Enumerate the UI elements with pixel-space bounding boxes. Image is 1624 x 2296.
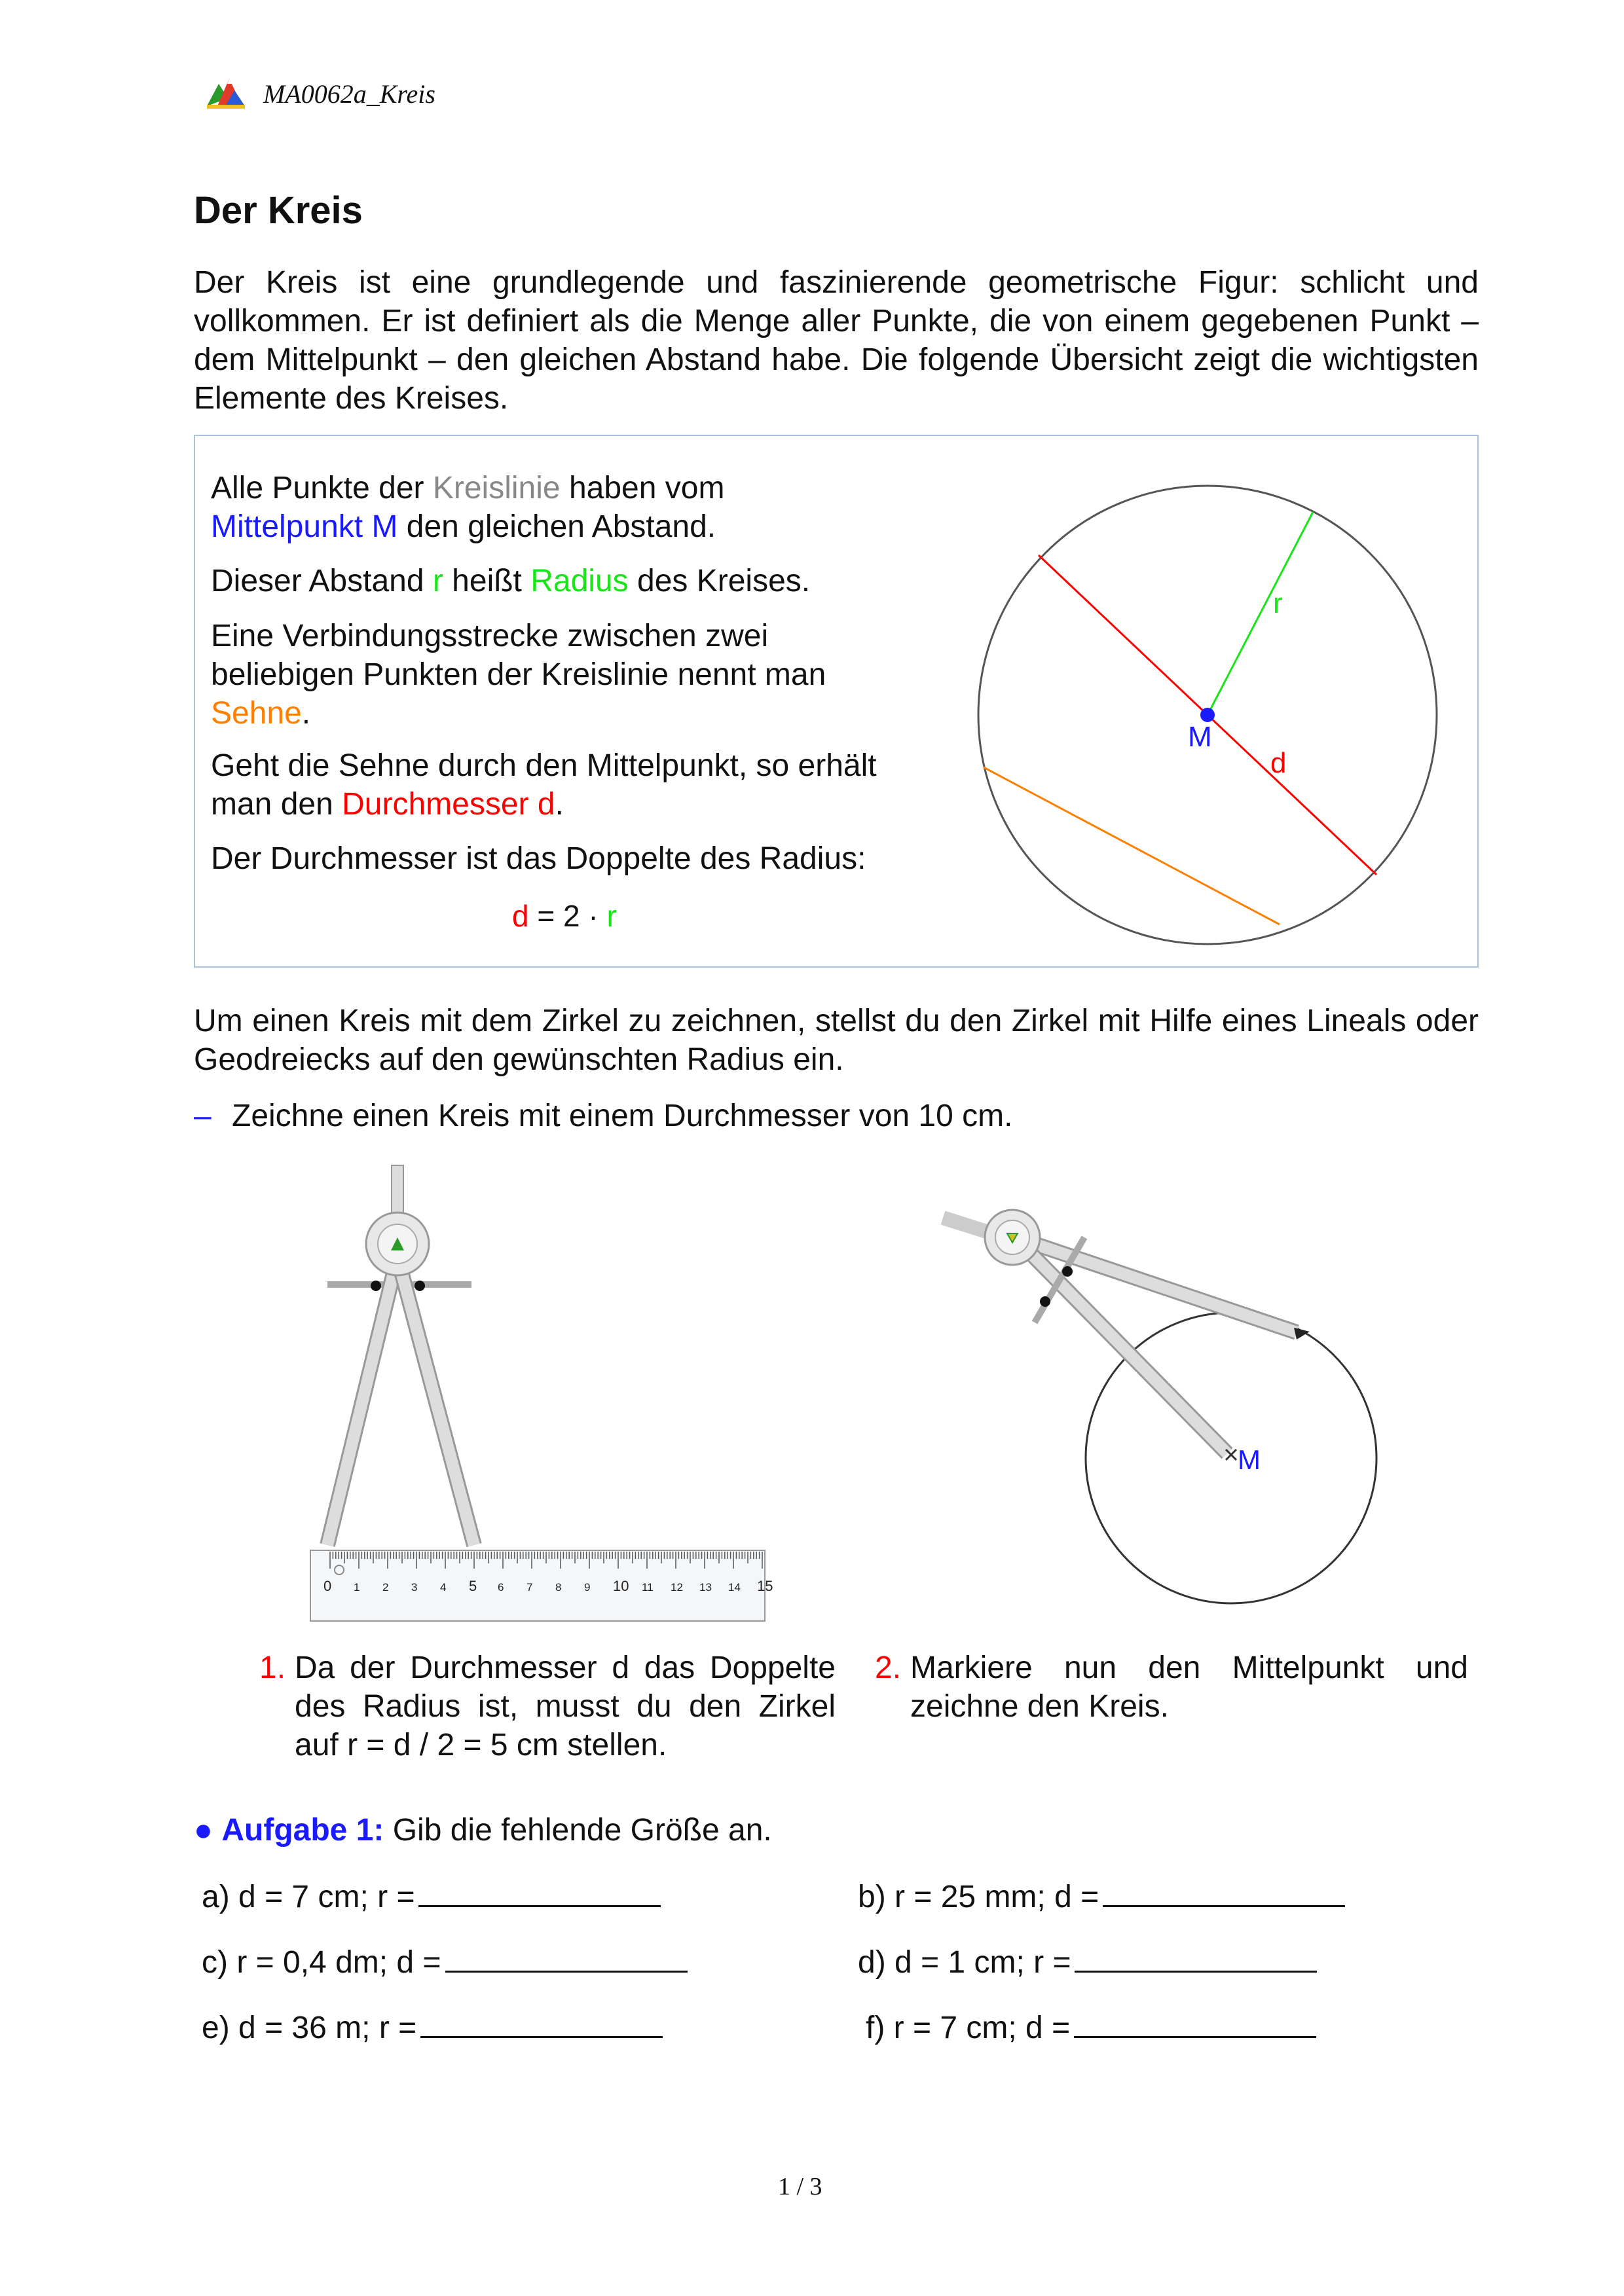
compass-icon xyxy=(943,1210,1310,1460)
ruler-label: 0 xyxy=(323,1578,332,1594)
label-d: d xyxy=(1270,747,1287,779)
doc-id: MA0062a_Kreis xyxy=(263,79,435,109)
ruler-label: 9 xyxy=(584,1581,591,1594)
ruler-label: 14 xyxy=(728,1581,741,1594)
compass-icon xyxy=(323,1165,479,1571)
ruler-label: 6 xyxy=(498,1581,504,1594)
definition-box xyxy=(194,435,1479,968)
exercise-d: d) d = 1 cm; r = xyxy=(858,1944,1317,1980)
answer-line[interactable] xyxy=(418,1899,661,1907)
dash-item: – Zeichne einen Kreis mit einem Durchmesser von 10 cm. xyxy=(194,1099,1013,1133)
exercise-b: b) r = 25 mm; d = xyxy=(858,1879,1345,1915)
compass-ruler-figure xyxy=(301,1159,786,1630)
ruler xyxy=(310,1550,773,1621)
label-m: M xyxy=(1188,721,1212,753)
box-para-1: Alle Punkte der Kreislinie haben vom Mittelpunkt M den gleichen Abstand. xyxy=(211,471,725,544)
box-para-5: Der Durchmesser ist das Doppelte des Radius: xyxy=(211,841,866,876)
ruler-label: 5 xyxy=(469,1578,477,1594)
compass-circle-figure xyxy=(930,1172,1454,1630)
radius-line xyxy=(1208,512,1313,715)
center-point xyxy=(1200,708,1215,722)
answer-line[interactable] xyxy=(1074,2030,1316,2038)
box-para-4: Geht die Sehne durch den Mittelpunkt, so erhält man den Durchmesser d. xyxy=(211,748,877,822)
answer-line[interactable] xyxy=(420,2030,663,2038)
answer-line[interactable] xyxy=(1075,1964,1317,1973)
term-sehne: Sehne xyxy=(211,696,302,731)
ruler-label: 7 xyxy=(526,1581,533,1594)
center-label: M xyxy=(1238,1444,1261,1475)
term-kreislinie: Kreislinie xyxy=(432,471,561,505)
exercise-e: e) d = 36 m; r = xyxy=(202,2010,663,2046)
step-2: 2. Markiere nun den Mittelpunkt und zeichne den Kreis. xyxy=(875,1650,1468,1724)
label-r: r xyxy=(1273,587,1283,619)
formula: d = 2 · r xyxy=(512,899,617,933)
term-radius: Radius xyxy=(530,564,629,598)
ruler-label: 10 xyxy=(613,1578,629,1594)
page-number: 1 / 3 xyxy=(778,2173,822,2200)
answer-line[interactable] xyxy=(445,1964,688,1973)
ruler-label: 1 xyxy=(354,1581,360,1594)
ruler-label: 3 xyxy=(411,1581,418,1594)
ruler-label: 13 xyxy=(699,1581,712,1594)
task-heading: ● Aufgabe 1: Gib die fehlende Größe an. xyxy=(194,1813,772,1848)
chord-line xyxy=(984,767,1280,924)
circle-diagram xyxy=(965,453,1450,951)
compass-instruction: Um einen Kreis mit dem Zirkel zu zeichnen, stellst du den Zirkel mit Hilfe eines Lineals oder Geodreiecks auf den gewünschten Radius ein. xyxy=(194,1004,1479,1077)
ruler-label: 4 xyxy=(440,1581,447,1594)
ruler-label: 11 xyxy=(642,1581,654,1594)
exercise-a: a) d = 7 cm; r = xyxy=(202,1879,661,1915)
exercise-c: c) r = 0,4 dm; d = xyxy=(202,1944,688,1980)
ruler-label: 8 xyxy=(555,1581,562,1594)
box-para-2: Dieser Abstand r heißt Radius des Kreises. xyxy=(211,564,811,598)
ruler-label: 15 xyxy=(757,1578,773,1594)
page-title: Der Kreis xyxy=(194,189,363,232)
ruler-label: 12 xyxy=(671,1581,683,1594)
intro-paragraph: Der Kreis ist eine grundlegende und faszinierende geometrische Figur: schlicht und vollkommen. Er ist definiert als die Menge aller Punkte, die von einem gegebenen Punkt – dem Mittelpunkt – den gleichen Abstand habe. Die folgende Übersicht zeigt die wichtigsten Elemente des Kreises. xyxy=(194,265,1479,416)
term-durchmesser: Durchmesser d xyxy=(342,787,555,822)
answer-line[interactable] xyxy=(1103,1899,1345,1907)
term-mittelpunkt: Mittelpunkt M xyxy=(211,509,398,544)
step-1: 1. Da der Durchmesser d das Doppelte des Radius ist, musst du den Zirkel auf r = d / 2 = 5 cm stellen. xyxy=(259,1650,836,1762)
box-para-3: Eine Verbindungsstrecke zwischen zwei beliebigen Punkten der Kreislinie nennt man Sehne. xyxy=(211,619,826,731)
ruler-label: 2 xyxy=(382,1581,389,1594)
mountain-logo-icon xyxy=(206,76,246,110)
exercise-f: f) r = 7 cm; d = xyxy=(866,2010,1316,2046)
